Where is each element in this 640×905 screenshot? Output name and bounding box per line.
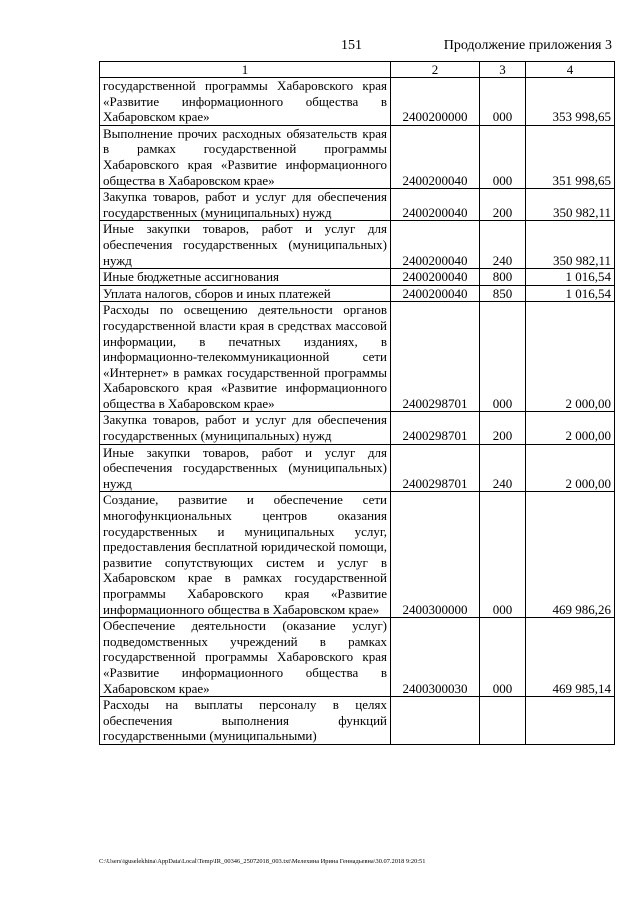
row-amount: 469 986,26 bbox=[526, 492, 615, 618]
table-row bbox=[100, 78, 615, 126]
row-amount: 2 000,00 bbox=[526, 302, 615, 412]
row-name: Иные бюджетные ассигнования bbox=[100, 269, 391, 286]
table-row bbox=[100, 412, 615, 444]
column-header-amount: 4 bbox=[526, 62, 615, 78]
table-row bbox=[100, 125, 615, 188]
column-header-name: 1 bbox=[100, 62, 391, 78]
column-header-type: 3 bbox=[480, 62, 526, 78]
row-type: 000 bbox=[480, 78, 526, 126]
row-amount: 2 000,00 bbox=[526, 412, 615, 444]
row-amount bbox=[526, 697, 615, 745]
row-type bbox=[480, 697, 526, 745]
row-type: 000 bbox=[480, 492, 526, 618]
row-type: 200 bbox=[480, 412, 526, 444]
row-name: Создание, развитие и обеспечение сети многофункциональных центров оказания государственных и муниципальных услуг, предоставления бесплатной юридической помощи, развитие сопутствующих систем и услуг в Хабаровском крае в рамках государственной программы Хабаровского края «Развитие информационного общества в Хабаровском крае» bbox=[100, 492, 391, 618]
row-code bbox=[391, 697, 480, 745]
row-code: 2400300030 bbox=[391, 618, 480, 697]
row-type: 800 bbox=[480, 269, 526, 286]
row-code: 2400200040 bbox=[391, 285, 480, 302]
row-type: 000 bbox=[480, 125, 526, 188]
page-number: 151 bbox=[341, 38, 362, 53]
table-row bbox=[100, 189, 615, 221]
row-amount: 350 982,11 bbox=[526, 189, 615, 221]
row-name: Иные закупки товаров, работ и услуг для обеспечения государственных (муниципальных) нужд bbox=[100, 221, 391, 269]
table-row bbox=[100, 221, 615, 269]
row-name: Обеспечение деятельности (оказание услуг) подведомственных учреждений в рамках государственной программы Хабаровского края «Развитие информационного общества в Хабаровском крае» bbox=[100, 618, 391, 697]
row-amount: 1 016,54 bbox=[526, 269, 615, 286]
file-path-footer: C:\Users\iguselekhina\AppData\Local\Temp\IR_00346_25072018_003.txt\Мелехина Ирина Геннадьевна\30.07.2018 9:20:51 bbox=[99, 858, 426, 865]
row-code: 2400298701 bbox=[391, 444, 480, 492]
row-name: Расходы по освещению деятельности органов государственной власти края в средствах массовой информации, в печатных изданиях, в информационно-телекоммуникационной сети «Интернет» в рамках государственной программы Хабаровского края «Развитие информационного общества в Хабаровском крае» bbox=[100, 302, 391, 412]
row-name: Закупка товаров, работ и услуг для обеспечения государственных (муниципальных) нужд bbox=[100, 412, 391, 444]
row-code: 2400298701 bbox=[391, 302, 480, 412]
row-type: 850 bbox=[480, 285, 526, 302]
row-code: 2400200040 bbox=[391, 269, 480, 286]
appendix-caption: Продолжение приложения 3 bbox=[443, 38, 612, 53]
table-row bbox=[100, 618, 615, 697]
column-header-code: 2 bbox=[391, 62, 480, 78]
row-name: Иные закупки товаров, работ и услуг для обеспечения государственных (муниципальных) нужд bbox=[100, 444, 391, 492]
table-row bbox=[100, 492, 615, 618]
row-type: 240 bbox=[480, 444, 526, 492]
row-code: 2400200040 bbox=[391, 125, 480, 188]
table-row bbox=[100, 285, 615, 302]
table-row bbox=[100, 302, 615, 412]
row-code: 2400200040 bbox=[391, 189, 480, 221]
row-code: 2400298701 bbox=[391, 412, 480, 444]
row-amount: 351 998,65 bbox=[526, 125, 615, 188]
row-amount: 350 982,11 bbox=[526, 221, 615, 269]
row-amount: 353 998,65 bbox=[526, 78, 615, 126]
row-name: Уплата налогов, сборов и иных платежей bbox=[100, 285, 391, 302]
row-type: 200 bbox=[480, 189, 526, 221]
row-name: Закупка товаров, работ и услуг для обеспечения государственных (муниципальных) нужд bbox=[100, 189, 391, 221]
row-code: 2400300000 bbox=[391, 492, 480, 618]
row-code: 2400200000 bbox=[391, 78, 480, 126]
row-amount: 1 016,54 bbox=[526, 285, 615, 302]
row-name: государственной программы Хабаровского края «Развитие информационного общества в Хабаровском крае» bbox=[100, 78, 391, 126]
row-amount: 469 985,14 bbox=[526, 618, 615, 697]
row-name: Выполнение прочих расходных обязательств края в рамках государственной программы Хабаровского края «Развитие информационного общества в Хабаровском крае» bbox=[100, 125, 391, 188]
row-type: 240 bbox=[480, 221, 526, 269]
table-row bbox=[100, 444, 615, 492]
table-row bbox=[100, 269, 615, 286]
row-amount: 2 000,00 bbox=[526, 444, 615, 492]
table-row bbox=[100, 697, 615, 745]
budget-table bbox=[99, 61, 615, 745]
row-type: 000 bbox=[480, 302, 526, 412]
row-type: 000 bbox=[480, 618, 526, 697]
table-header-row bbox=[100, 62, 615, 78]
row-name: Расходы на выплаты персоналу в целях обеспечения выполнения функций государственными (муниципальными) bbox=[100, 697, 391, 745]
row-code: 2400200040 bbox=[391, 221, 480, 269]
